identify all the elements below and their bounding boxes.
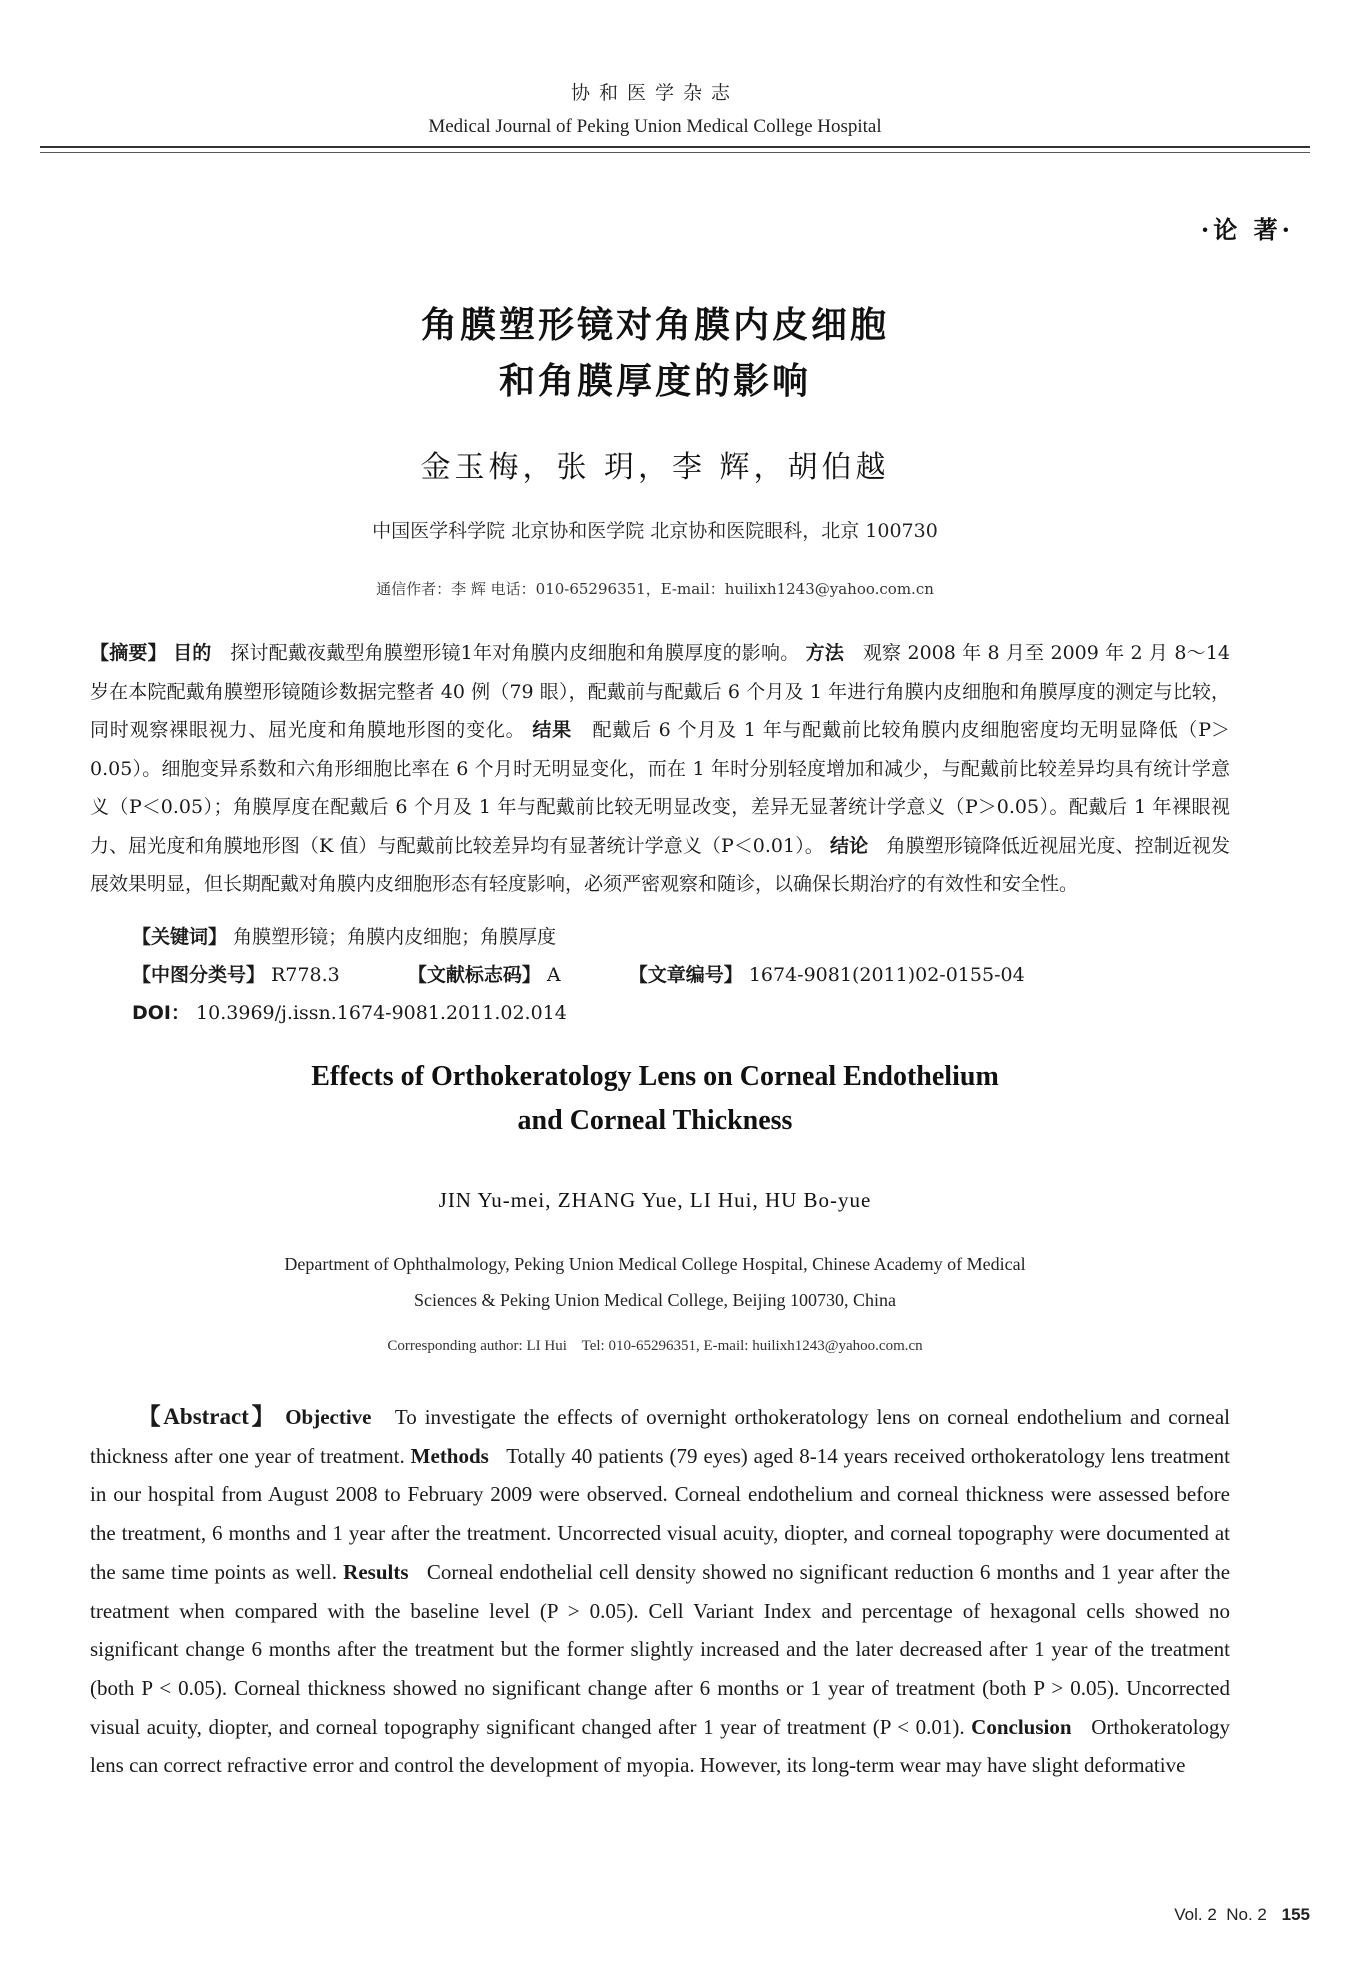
abstract-cn: [90, 634, 1230, 904]
section-tag: ·论 著·: [1200, 215, 1294, 244]
page-number: 155: [1281, 1905, 1310, 1924]
keywords-cn-label: 【关键词】: [132, 926, 228, 948]
title-en-line-2: and Corneal Thickness: [517, 1105, 793, 1136]
journal-name-en: Medical Journal of Peking Union Medical College Hospital: [428, 116, 882, 137]
title-en-line-1: Effects of Orthokeratology Lens on Corneal Endothelium: [311, 1061, 999, 1092]
page-footer: [1174, 1905, 1310, 1925]
objective-cn-label: 目的: [173, 642, 212, 664]
objective-cn-text: 探讨配戴夜戴型角膜塑形镜1年对角膜内皮细胞和角膜厚度的影响。: [230, 642, 800, 664]
clc-label: 【中图分类号】: [132, 964, 266, 986]
keywords-cn-text: 角膜塑形镜；角膜内皮细胞；角膜厚度: [233, 926, 557, 948]
affiliation-en-line-1: Department of Ophthalmology, Peking Union Medical College Hospital, Chinese Academy of Medical: [284, 1254, 1026, 1274]
conclusion-cn-text: 角膜塑形镜降低近视屈光度、控制近视发展效果明显，但长期配戴对角膜内皮细胞形态有轻度影响，必须严密观察和随诊，以确保长期治疗的有效性和安全性。: [90, 834, 1230, 895]
methods-en-label: Methods: [410, 1443, 489, 1468]
article-title-cn: [0, 298, 1310, 410]
doccode-value: A: [546, 964, 561, 986]
conclusion-en-text: Orthokeratology lens can correct refractive error and control the development of myopia. However, its long-term wear may have slight deformative: [90, 1714, 1231, 1778]
classification-line: [132, 960, 1025, 987]
title-cn-line-1: 角膜塑形镜对角膜内皮细胞: [420, 305, 889, 346]
abstract-cn-label: 【摘要】: [90, 642, 167, 664]
doccode-label: 【文献标志码】: [407, 964, 541, 986]
article-title-en: [0, 1055, 1310, 1143]
objective-en-text: To investigate the effects of overnight orthokeratology lens on corneal endothelium and corneal thickness after one year of treatment.: [90, 1405, 1230, 1468]
affiliation-en-line-2: Sciences & Peking Union Medical College, Beijing 100730, China: [414, 1290, 896, 1310]
conclusion-cn-label: 结论: [829, 834, 869, 857]
clc-value: R778.3: [271, 964, 340, 986]
results-cn-text: 配戴后 6 个月及 1 年与配戴前比较角膜内皮细胞密度均无明显降低（P＞0.05）。细胞变异系数和六角形细胞比率在 6 个月时无明显变化，而在 1 年时分别轻度增加和减少，与配戴前比较差异均具有统计学意义（P＜0.05）；角膜厚度在配戴后 6 个月及 1 年与配戴前比较无明显改变，差异无显著统计学意义（P＞0.05）。配戴后 1 年裸眼视力、屈光度和角膜地形图（K 值）与配戴前比较差异均有显著统计学意义（P＜0.01）。: [90, 719, 1230, 857]
abstract-en-label: 【Abstract】: [137, 1404, 278, 1429]
results-en-label: Results: [343, 1559, 409, 1584]
results-en-text: Corneal endothelial cell density showed no significant reduction 6 months and 1 year after the treatment when compared with the baseline level (P > 0.05). Cell Variant Index and percentage of hexagonal cells showed no significant change 6 months after the treatment but the former slightly increased and the later decreased after 1 year of the treatment (both P < 0.05). Corneal thickness showed no significant change after 6 months or 1 year of treatment (both P > 0.05). Uncorrected visual acuity, diopter, and corneal topography significant changed after 1 year of treatment (P < 0.01).: [90, 1559, 1231, 1739]
authors-cn: 金玉梅，张 玥，李 辉，胡伯越: [420, 450, 890, 485]
article-no-label: 【文章编号】: [628, 964, 743, 986]
keywords-cn: [132, 922, 556, 949]
volume-issue: Vol. 2 No. 2: [1174, 1905, 1267, 1924]
conclusion-en-label: Conclusion: [971, 1714, 1072, 1739]
results-cn-label: 结果: [532, 719, 572, 741]
doi-line: [132, 998, 567, 1025]
header-rule-thin: [40, 152, 1310, 153]
corresponding-author-cn: 通信作者：李 辉 电话：010-65296351，E-mail：huilixh1243@yahoo.com.cn: [376, 580, 934, 598]
article-no-value: 1674-9081(2011)02-0155-04: [748, 964, 1025, 986]
methods-cn-text: 观察 2008 年 8 月至 2009 年 2 月 8～14 岁在本院配戴角膜塑形镜随诊数据完整者 40 例（79 眼），配戴前与配戴后 6 个月及 1 年进行角膜内皮细胞和角膜厚度的测定与比较，同时观察裸眼视力、屈光度和角膜地形图的变化。: [90, 642, 1230, 741]
corresponding-author-en: Corresponding author: LI Hui Tel: 010-65296351, E-mail: huilixh1243@yahoo.com.cn: [387, 1338, 923, 1354]
journal-name-cn: 协和医学杂志: [570, 82, 739, 104]
objective-en-label: Objective: [285, 1405, 372, 1429]
doi-label: DOI：: [132, 1002, 190, 1024]
authors-en: JIN Yu-mei, ZHANG Yue, LI Hui, HU Bo-yue: [438, 1188, 872, 1212]
affiliation-cn: 中国医学科学院 北京协和医学院 北京协和医院眼科，北京 100730: [372, 520, 938, 542]
abstract-en: [90, 1398, 1230, 1785]
affiliation-en: [0, 1246, 1310, 1318]
methods-cn-label: 方法: [805, 642, 845, 664]
header-rule-thick: [40, 146, 1310, 148]
methods-en-text: Totally 40 patients (79 eyes) aged 8-14 years received orthokeratology lens treatment in our hospital from August 2008 to February 2009 were observed. Corneal endothelium and corneal thickness were assessed before the treatment, 6 months and 1 year after the treatment. Uncorrected visual acuity, diopter, and corneal topography were documented at the same time points as well.: [90, 1443, 1231, 1584]
doi-value: 10.3969/j.issn.1674-9081.2011.02.014: [196, 1002, 567, 1024]
title-cn-line-2: 和角膜厚度的影响: [498, 361, 811, 402]
